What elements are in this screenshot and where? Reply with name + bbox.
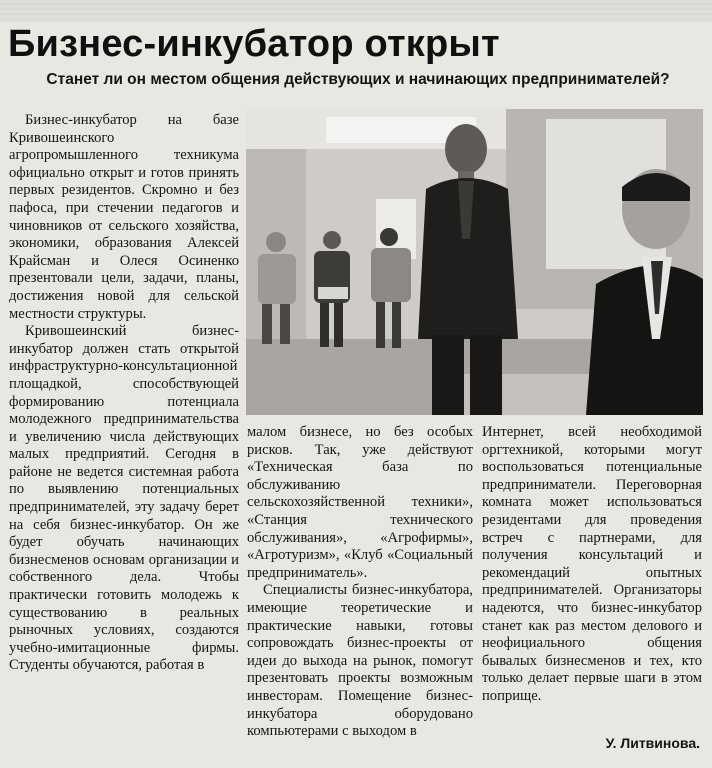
article-column-3 — [482, 424, 702, 706]
author-byline: У. Литвинова. — [605, 735, 700, 751]
article-column-1 — [9, 112, 239, 675]
previous-article-bleed — [0, 0, 712, 22]
article-paragraph: малом бизнесе, но без особых рисков. Так, уже действуют «Техническая база по обслуживанию сельскохозяйственной техники», «Станция технического обслуживания», «Агрофирмы», «Агротуризм», «Клуб «Социальный предприниматель». — [247, 424, 473, 581]
article-subheadline: Станет ли он местом общения действующих и начинающих предпринимателей? — [46, 71, 670, 88]
article-paragraph: Кривошеинский бизнес-инкубатор должен стать открытой инфраструктурно-консультационной площадкой, способствующей формированию потенциала молодежного предпринимательства и увеличению числа действующих малых предприятий. Сегодня в районе не ведется системная работа по выявлению потенциальных предпринимателей, эту задачу берет на себя бизнес-инкубатор. Он же будет обучать начинающих бизнесменов основам организации и собственного дела. Чтобы практически готовить молодежь к существованию в реальных рыночных условиях, создаются учебно-имитационные фирмы. Студенты обучаются, работая в — [9, 323, 239, 674]
article-photo — [246, 109, 703, 415]
article-paragraph: Бизнес-инкубатор на базе Кривошеинского агропромышленного техникума официально открыт и готов принять первых резидентов. Скромно и без пафоса, при стечении педагогов и чиновников от сельского хозяйства, экономики, образования Алексей Крайсман и Олеся Осиненко презентовали цели, задачи, планы, достижения новой для сельской местности структуры. — [9, 112, 239, 322]
article-headline: Бизнес-инкубатор открыт — [8, 23, 500, 65]
article-paragraph: Специалисты бизнес-инкубатора, имеющие теоретические и практические навыки, готовы сопровождать бизнес-проекты от идеи до выхода на рынок, помогут презентовать проекты возможным инвесторам. Помещение бизнес-инкубатора оборудовано компьютерами с выходом в — [247, 582, 473, 740]
article-column-2 — [247, 424, 473, 741]
article-paragraph: Интернет, всей необходимой оргтехникой, которыми могут воспользоваться потенциальные предприниматели. Переговорная комната может использоваться резидентами для проведения встреч с партнерами, для получения консультаций и рекомендаций опытных предпринимателей. Организаторы надеются, что бизнес-инкубатор станет как раз местом делового и неофициального общения бывалых бизнесменов и тех, кто только делает первые шаги в этом поприще. — [482, 424, 702, 704]
